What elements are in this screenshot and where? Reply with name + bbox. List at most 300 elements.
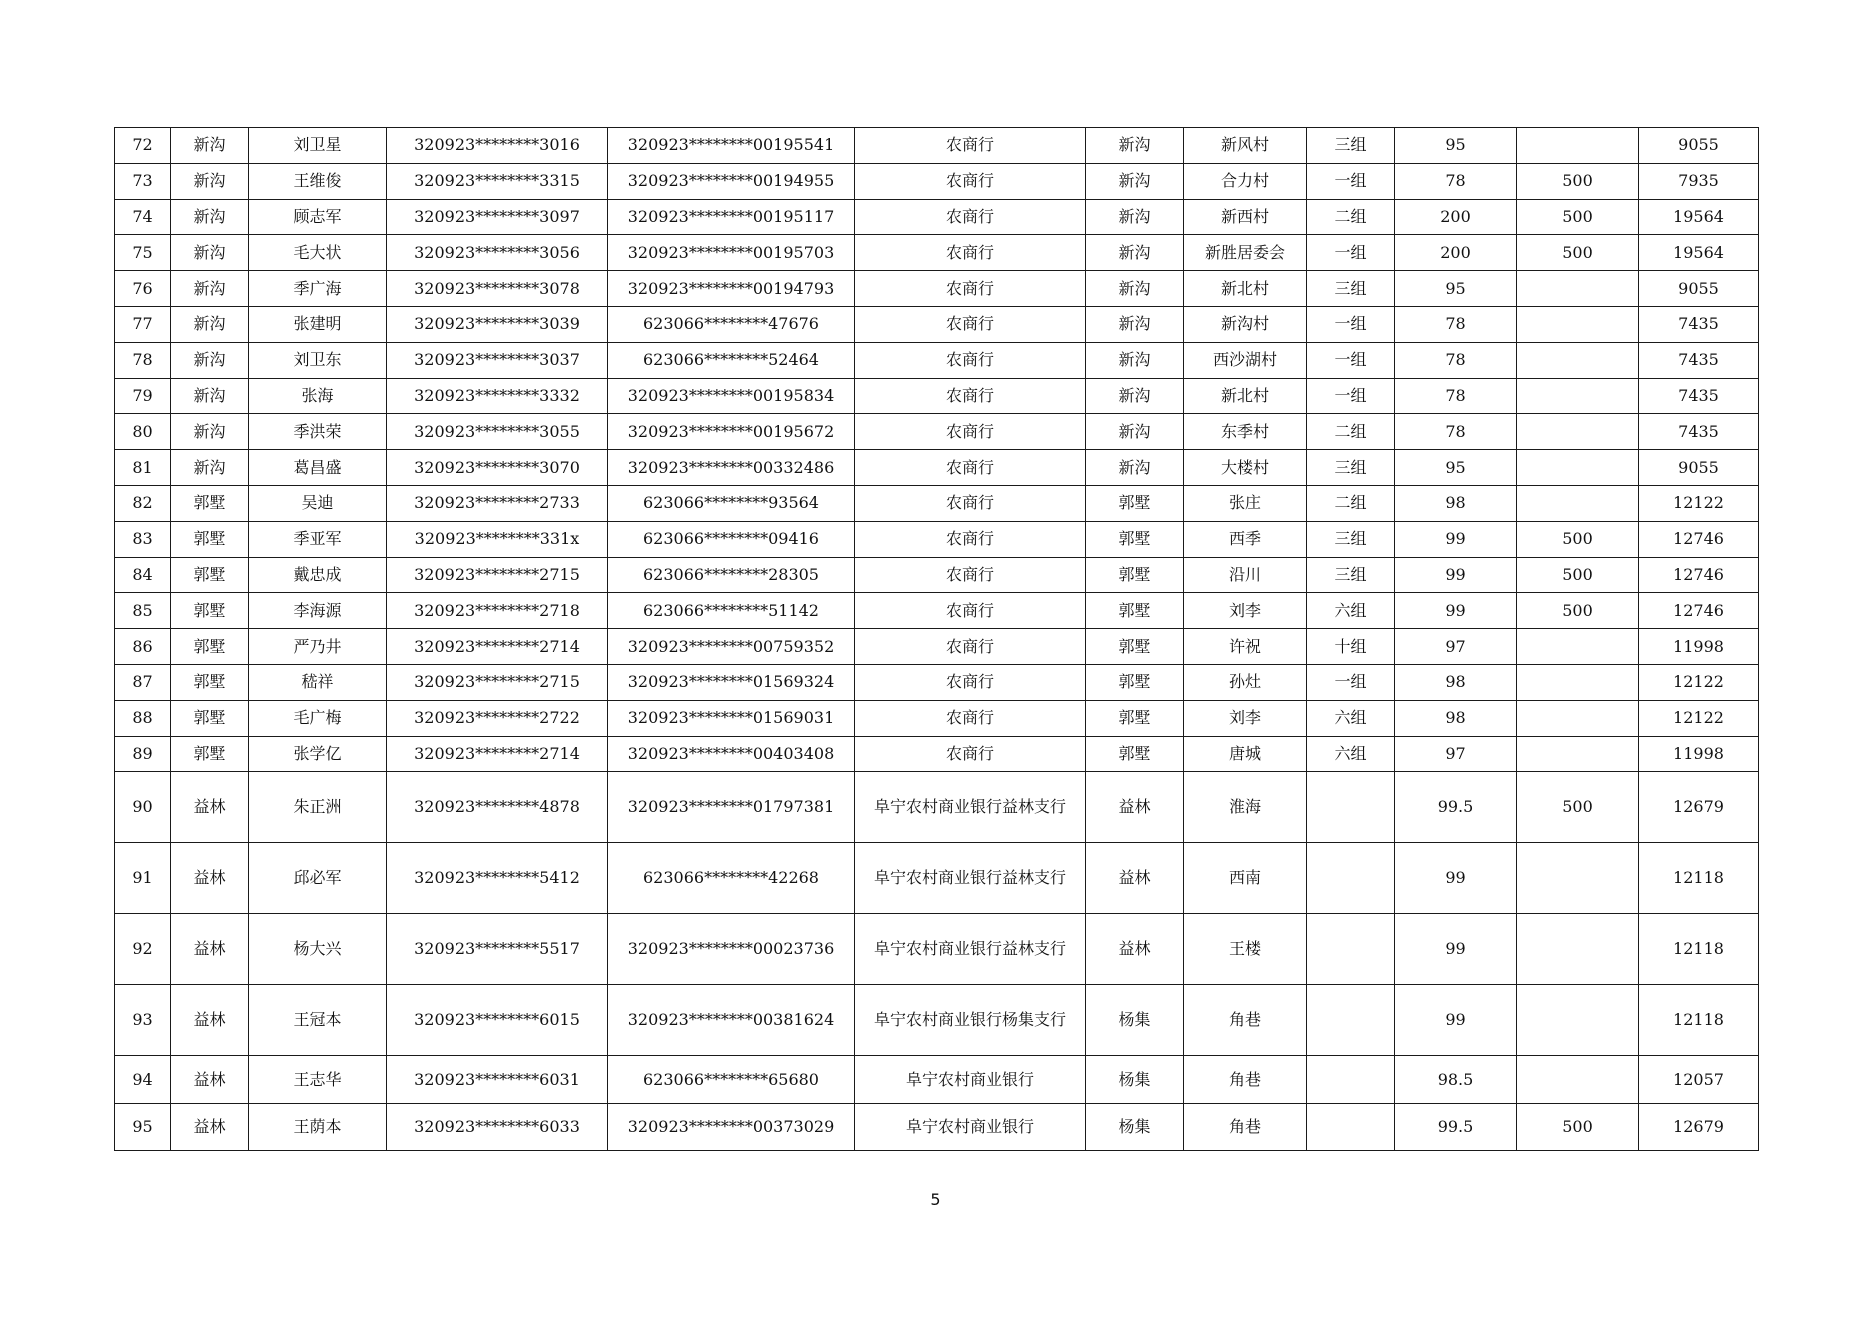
table-row: [115, 235, 1759, 271]
table-row: [115, 271, 1759, 307]
cell-group: 六组: [1307, 736, 1395, 772]
cell-index: 92: [115, 914, 171, 985]
cell-branch-town: 益林: [1086, 914, 1184, 985]
cell-quantity: 99.5: [1395, 772, 1517, 843]
cell-village: 新胜居委会: [1184, 235, 1307, 271]
table-row: [115, 1056, 1759, 1104]
cell-quantity: 78: [1395, 342, 1517, 378]
cell-town: 新沟: [171, 414, 249, 450]
cell-village: 淮海: [1184, 772, 1307, 843]
cell-id-number: 320923********3016: [387, 128, 608, 164]
cell-bank: 农商行: [855, 342, 1086, 378]
cell-bank: 阜宁农村商业银行益林支行: [855, 772, 1086, 843]
cell-group: 六组: [1307, 593, 1395, 629]
cell-id-number: 320923********6015: [387, 985, 608, 1056]
cell-bank: 农商行: [855, 235, 1086, 271]
cell-branch-town: 郭墅: [1086, 521, 1184, 557]
cell-quantity: 99: [1395, 843, 1517, 914]
cell-town: 益林: [171, 772, 249, 843]
cell-index: 83: [115, 521, 171, 557]
cell-bank: 农商行: [855, 271, 1086, 307]
page-number: 5: [930, 1190, 941, 1209]
cell-name: 季亚军: [249, 521, 387, 557]
cell-group: 一组: [1307, 342, 1395, 378]
cell-group: 三组: [1307, 557, 1395, 593]
cell-quantity: 99: [1395, 593, 1517, 629]
cell-index: 75: [115, 235, 171, 271]
cell-account-number: 623066********65680: [608, 1056, 855, 1104]
cell-index: 94: [115, 1056, 171, 1104]
table-row: [115, 629, 1759, 665]
cell-account-number: 623066********51142: [608, 593, 855, 629]
cell-quantity: 98: [1395, 485, 1517, 521]
cell-bank: 阜宁农村商业银行杨集支行: [855, 985, 1086, 1056]
cell-town: 新沟: [171, 235, 249, 271]
cell-group: 十组: [1307, 629, 1395, 665]
cell-index: 82: [115, 485, 171, 521]
cell-branch-town: 新沟: [1086, 450, 1184, 486]
table-row: [115, 664, 1759, 700]
cell-name: 吴迪: [249, 485, 387, 521]
cell-index: 88: [115, 700, 171, 736]
cell-extra: [1517, 985, 1639, 1056]
cell-town: 益林: [171, 1056, 249, 1104]
cell-amount: 12122: [1639, 664, 1759, 700]
cell-village: 大楼村: [1184, 450, 1307, 486]
cell-amount: 7435: [1639, 342, 1759, 378]
cell-village: 新北村: [1184, 378, 1307, 414]
cell-name: 戴忠成: [249, 557, 387, 593]
cell-account-number: 320923********00194955: [608, 163, 855, 199]
cell-id-number: 320923********2715: [387, 664, 608, 700]
cell-town: 益林: [171, 985, 249, 1056]
cell-town: 新沟: [171, 163, 249, 199]
cell-index: 81: [115, 450, 171, 486]
cell-village: 唐城: [1184, 736, 1307, 772]
cell-amount: 7435: [1639, 414, 1759, 450]
cell-bank: 农商行: [855, 128, 1086, 164]
cell-extra: [1517, 271, 1639, 307]
cell-account-number: 320923********00194793: [608, 271, 855, 307]
cell-village: 西季: [1184, 521, 1307, 557]
cell-account-number: 623066********09416: [608, 521, 855, 557]
cell-quantity: 97: [1395, 629, 1517, 665]
table-row: [115, 378, 1759, 414]
table-row: [115, 199, 1759, 235]
cell-group: 三组: [1307, 128, 1395, 164]
cell-town: 新沟: [171, 199, 249, 235]
cell-quantity: 98: [1395, 664, 1517, 700]
cell-extra: [1517, 914, 1639, 985]
table-row: [115, 163, 1759, 199]
cell-id-number: 320923********2714: [387, 736, 608, 772]
cell-town: 新沟: [171, 450, 249, 486]
table-row: [115, 342, 1759, 378]
table-row: [115, 450, 1759, 486]
cell-account-number: 623066********52464: [608, 342, 855, 378]
cell-index: 72: [115, 128, 171, 164]
cell-index: 80: [115, 414, 171, 450]
cell-name: 严乃井: [249, 629, 387, 665]
cell-quantity: 95: [1395, 271, 1517, 307]
table-row: [115, 593, 1759, 629]
table-row: [115, 772, 1759, 843]
cell-bank: 农商行: [855, 700, 1086, 736]
cell-town: 益林: [171, 914, 249, 985]
cell-bank: 农商行: [855, 664, 1086, 700]
cell-village: 西南: [1184, 843, 1307, 914]
cell-account-number: 320923********01569031: [608, 700, 855, 736]
cell-id-number: 320923********3070: [387, 450, 608, 486]
cell-town: 新沟: [171, 271, 249, 307]
cell-account-number: 320923********00332486: [608, 450, 855, 486]
cell-village: 新风村: [1184, 128, 1307, 164]
cell-bank: 农商行: [855, 593, 1086, 629]
cell-group: 二组: [1307, 414, 1395, 450]
cell-amount: 12122: [1639, 700, 1759, 736]
cell-extra: [1517, 1056, 1639, 1104]
cell-extra: 500: [1517, 521, 1639, 557]
cell-account-number: 320923********00023736: [608, 914, 855, 985]
cell-amount: 12118: [1639, 843, 1759, 914]
cell-extra: [1517, 843, 1639, 914]
cell-town: 郭墅: [171, 736, 249, 772]
cell-group: [1307, 772, 1395, 843]
cell-village: 角巷: [1184, 985, 1307, 1056]
cell-extra: [1517, 485, 1639, 521]
cell-town: 郭墅: [171, 557, 249, 593]
cell-bank: 农商行: [855, 163, 1086, 199]
cell-group: 二组: [1307, 485, 1395, 521]
cell-id-number: 320923********2718: [387, 593, 608, 629]
cell-bank: 农商行: [855, 629, 1086, 665]
cell-index: 95: [115, 1103, 171, 1151]
cell-branch-town: 杨集: [1086, 1056, 1184, 1104]
cell-quantity: 99: [1395, 557, 1517, 593]
table-row: [115, 306, 1759, 342]
table-row: [115, 736, 1759, 772]
cell-branch-town: 新沟: [1086, 163, 1184, 199]
data-table: [114, 127, 1759, 1151]
cell-index: 74: [115, 199, 171, 235]
cell-id-number: 320923********5412: [387, 843, 608, 914]
cell-branch-town: 新沟: [1086, 271, 1184, 307]
cell-quantity: 99: [1395, 914, 1517, 985]
cell-name: 邱必军: [249, 843, 387, 914]
cell-village: 新沟村: [1184, 306, 1307, 342]
cell-name: 李海源: [249, 593, 387, 629]
cell-index: 79: [115, 378, 171, 414]
cell-town: 新沟: [171, 378, 249, 414]
cell-village: 新北村: [1184, 271, 1307, 307]
cell-id-number: 320923********2715: [387, 557, 608, 593]
cell-extra: [1517, 629, 1639, 665]
cell-id-number: 320923********3097: [387, 199, 608, 235]
cell-group: 三组: [1307, 521, 1395, 557]
cell-quantity: 99: [1395, 521, 1517, 557]
cell-branch-town: 益林: [1086, 772, 1184, 843]
cell-group: 一组: [1307, 306, 1395, 342]
cell-village: 西沙湖村: [1184, 342, 1307, 378]
cell-group: [1307, 985, 1395, 1056]
cell-id-number: 320923********3315: [387, 163, 608, 199]
cell-amount: 12118: [1639, 985, 1759, 1056]
cell-branch-town: 郭墅: [1086, 593, 1184, 629]
cell-village: 合力村: [1184, 163, 1307, 199]
cell-extra: [1517, 342, 1639, 378]
table-row: [115, 521, 1759, 557]
cell-group: 六组: [1307, 700, 1395, 736]
cell-extra: [1517, 664, 1639, 700]
cell-bank: 阜宁农村商业银行: [855, 1103, 1086, 1151]
cell-id-number: 320923********331x: [387, 521, 608, 557]
cell-bank: 农商行: [855, 485, 1086, 521]
cell-account-number: 320923********01797381: [608, 772, 855, 843]
cell-town: 新沟: [171, 342, 249, 378]
cell-quantity: 99: [1395, 985, 1517, 1056]
table-body: [115, 128, 1759, 1151]
cell-account-number: 623066********42268: [608, 843, 855, 914]
cell-town: 新沟: [171, 306, 249, 342]
cell-group: [1307, 1103, 1395, 1151]
cell-extra: [1517, 378, 1639, 414]
cell-village: 刘李: [1184, 593, 1307, 629]
cell-branch-town: 郭墅: [1086, 664, 1184, 700]
cell-village: 孙灶: [1184, 664, 1307, 700]
cell-index: 89: [115, 736, 171, 772]
cell-amount: 9055: [1639, 128, 1759, 164]
cell-amount: 19564: [1639, 199, 1759, 235]
cell-index: 76: [115, 271, 171, 307]
cell-account-number: 320923********00381624: [608, 985, 855, 1056]
cell-name: 季洪荣: [249, 414, 387, 450]
cell-town: 益林: [171, 1103, 249, 1151]
cell-name: 朱正洲: [249, 772, 387, 843]
cell-group: 三组: [1307, 271, 1395, 307]
cell-index: 91: [115, 843, 171, 914]
cell-group: [1307, 914, 1395, 985]
cell-account-number: 320923********00195834: [608, 378, 855, 414]
cell-amount: 12118: [1639, 914, 1759, 985]
cell-extra: 500: [1517, 199, 1639, 235]
table-row: [115, 557, 1759, 593]
cell-amount: 7435: [1639, 378, 1759, 414]
table-row: [115, 128, 1759, 164]
cell-name: 张学亿: [249, 736, 387, 772]
cell-quantity: 78: [1395, 378, 1517, 414]
cell-amount: 9055: [1639, 450, 1759, 486]
cell-index: 86: [115, 629, 171, 665]
cell-bank: 农商行: [855, 557, 1086, 593]
cell-village: 东季村: [1184, 414, 1307, 450]
cell-branch-town: 郭墅: [1086, 700, 1184, 736]
cell-group: [1307, 1056, 1395, 1104]
cell-extra: [1517, 306, 1639, 342]
cell-quantity: 200: [1395, 235, 1517, 271]
cell-group: 一组: [1307, 378, 1395, 414]
cell-town: 郭墅: [171, 700, 249, 736]
cell-quantity: 78: [1395, 163, 1517, 199]
cell-group: 三组: [1307, 450, 1395, 486]
cell-account-number: 320923********00373029: [608, 1103, 855, 1151]
cell-quantity: 78: [1395, 414, 1517, 450]
cell-branch-town: 益林: [1086, 843, 1184, 914]
cell-extra: [1517, 128, 1639, 164]
cell-branch-town: 郭墅: [1086, 485, 1184, 521]
table-row: [115, 843, 1759, 914]
cell-quantity: 95: [1395, 450, 1517, 486]
cell-amount: 11998: [1639, 629, 1759, 665]
cell-amount: 12746: [1639, 593, 1759, 629]
cell-index: 84: [115, 557, 171, 593]
cell-extra: 500: [1517, 593, 1639, 629]
cell-group: [1307, 843, 1395, 914]
cell-amount: 7935: [1639, 163, 1759, 199]
cell-name: 季广海: [249, 271, 387, 307]
table-row: [115, 485, 1759, 521]
cell-branch-town: 新沟: [1086, 414, 1184, 450]
cell-name: 张建明: [249, 306, 387, 342]
cell-amount: 12679: [1639, 1103, 1759, 1151]
cell-extra: 500: [1517, 772, 1639, 843]
cell-extra: 500: [1517, 557, 1639, 593]
cell-group: 一组: [1307, 163, 1395, 199]
cell-group: 一组: [1307, 235, 1395, 271]
cell-name: 王荫本: [249, 1103, 387, 1151]
cell-town: 郭墅: [171, 664, 249, 700]
table-row: [115, 700, 1759, 736]
cell-village: 张庄: [1184, 485, 1307, 521]
cell-index: 87: [115, 664, 171, 700]
cell-index: 78: [115, 342, 171, 378]
cell-name: 顾志军: [249, 199, 387, 235]
cell-bank: 农商行: [855, 199, 1086, 235]
cell-amount: 12057: [1639, 1056, 1759, 1104]
cell-town: 新沟: [171, 128, 249, 164]
cell-account-number: 320923********00403408: [608, 736, 855, 772]
cell-bank: 阜宁农村商业银行益林支行: [855, 914, 1086, 985]
cell-account-number: 320923********00195703: [608, 235, 855, 271]
cell-index: 85: [115, 593, 171, 629]
cell-index: 90: [115, 772, 171, 843]
cell-group: 一组: [1307, 664, 1395, 700]
cell-village: 角巷: [1184, 1103, 1307, 1151]
cell-amount: 12746: [1639, 521, 1759, 557]
cell-name: 刘卫星: [249, 128, 387, 164]
cell-group: 二组: [1307, 199, 1395, 235]
cell-extra: 500: [1517, 1103, 1639, 1151]
cell-quantity: 98: [1395, 700, 1517, 736]
cell-index: 73: [115, 163, 171, 199]
cell-name: 毛广梅: [249, 700, 387, 736]
cell-account-number: 320923********01569324: [608, 664, 855, 700]
cell-id-number: 320923********3055: [387, 414, 608, 450]
cell-id-number: 320923********3056: [387, 235, 608, 271]
cell-village: 沿川: [1184, 557, 1307, 593]
cell-name: 张海: [249, 378, 387, 414]
cell-town: 郭墅: [171, 485, 249, 521]
cell-extra: [1517, 450, 1639, 486]
cell-id-number: 320923********4878: [387, 772, 608, 843]
cell-index: 93: [115, 985, 171, 1056]
cell-id-number: 320923********2714: [387, 629, 608, 665]
cell-quantity: 97: [1395, 736, 1517, 772]
cell-bank: 阜宁农村商业银行: [855, 1056, 1086, 1104]
cell-name: 杨大兴: [249, 914, 387, 985]
cell-town: 郭墅: [171, 593, 249, 629]
cell-quantity: 99.5: [1395, 1103, 1517, 1151]
cell-extra: 500: [1517, 235, 1639, 271]
cell-name: 王冠本: [249, 985, 387, 1056]
cell-account-number: 320923********00195541: [608, 128, 855, 164]
cell-amount: 12746: [1639, 557, 1759, 593]
cell-quantity: 98.5: [1395, 1056, 1517, 1104]
cell-amount: 9055: [1639, 271, 1759, 307]
cell-bank: 农商行: [855, 378, 1086, 414]
cell-id-number: 320923********6033: [387, 1103, 608, 1151]
cell-branch-town: 新沟: [1086, 235, 1184, 271]
cell-id-number: 320923********3078: [387, 271, 608, 307]
cell-amount: 12679: [1639, 772, 1759, 843]
cell-name: 毛大状: [249, 235, 387, 271]
cell-name: 葛昌盛: [249, 450, 387, 486]
cell-id-number: 320923********3037: [387, 342, 608, 378]
cell-account-number: 623066********93564: [608, 485, 855, 521]
cell-town: 郭墅: [171, 629, 249, 665]
cell-name: 王志华: [249, 1056, 387, 1104]
cell-bank: 农商行: [855, 414, 1086, 450]
cell-id-number: 320923********2733: [387, 485, 608, 521]
cell-name: 王维俊: [249, 163, 387, 199]
cell-quantity: 78: [1395, 306, 1517, 342]
table-row: [115, 414, 1759, 450]
cell-amount: 11998: [1639, 736, 1759, 772]
cell-branch-town: 杨集: [1086, 985, 1184, 1056]
cell-bank: 阜宁农村商业银行益林支行: [855, 843, 1086, 914]
cell-account-number: 320923********00195672: [608, 414, 855, 450]
cell-id-number: 320923********2722: [387, 700, 608, 736]
cell-bank: 农商行: [855, 450, 1086, 486]
cell-id-number: 320923********6031: [387, 1056, 608, 1104]
cell-amount: 19564: [1639, 235, 1759, 271]
cell-village: 新西村: [1184, 199, 1307, 235]
cell-branch-town: 郭墅: [1086, 629, 1184, 665]
cell-town: 郭墅: [171, 521, 249, 557]
cell-amount: 12122: [1639, 485, 1759, 521]
cell-branch-town: 新沟: [1086, 342, 1184, 378]
cell-extra: 500: [1517, 163, 1639, 199]
cell-branch-town: 新沟: [1086, 378, 1184, 414]
cell-amount: 7435: [1639, 306, 1759, 342]
cell-id-number: 320923********3039: [387, 306, 608, 342]
table-row: [115, 1103, 1759, 1151]
cell-name: 刘卫东: [249, 342, 387, 378]
cell-village: 王楼: [1184, 914, 1307, 985]
cell-bank: 农商行: [855, 306, 1086, 342]
cell-branch-town: 杨集: [1086, 1103, 1184, 1151]
cell-town: 益林: [171, 843, 249, 914]
cell-quantity: 95: [1395, 128, 1517, 164]
cell-branch-town: 新沟: [1086, 128, 1184, 164]
cell-account-number: 320923********00195117: [608, 199, 855, 235]
cell-account-number: 320923********00759352: [608, 629, 855, 665]
cell-account-number: 623066********28305: [608, 557, 855, 593]
cell-extra: [1517, 736, 1639, 772]
cell-extra: [1517, 414, 1639, 450]
cell-village: 刘李: [1184, 700, 1307, 736]
cell-village: 角巷: [1184, 1056, 1307, 1104]
cell-id-number: 320923********3332: [387, 378, 608, 414]
